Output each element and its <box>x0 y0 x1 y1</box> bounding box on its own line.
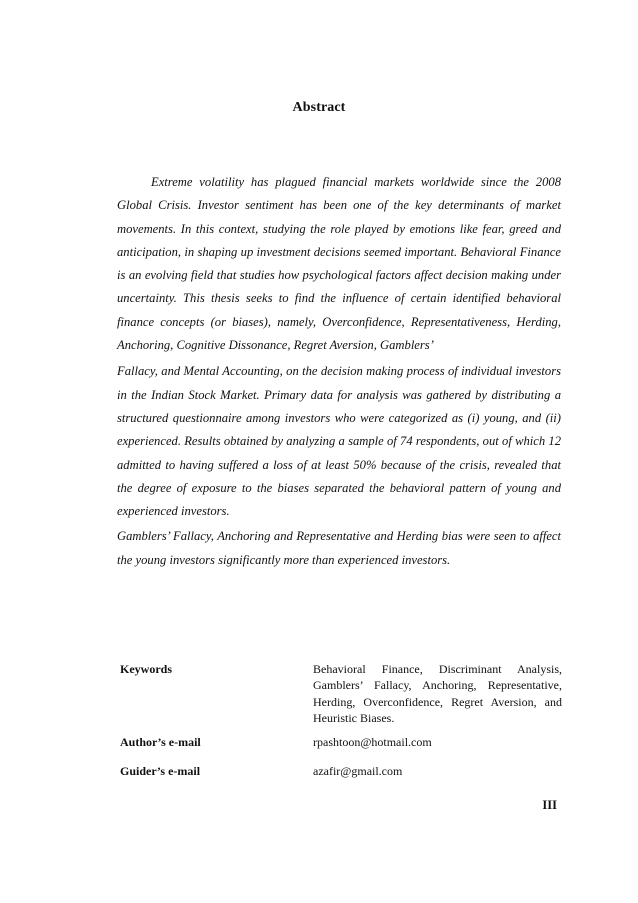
guider-email-value: azafir@gmail.com <box>313 764 403 778</box>
keywords-value: Behavioral Finance, Discriminant Analysis, Gamblers’ Fallacy, Anchoring, Representative, Herding, Overconfidence, Regret Aversion, and Heuristic Biases. <box>313 662 562 726</box>
abstract-paragraph-3: Gamblers’ Fallacy, Anchoring and Representative and Herding bias were seen to affect the young investors significantly more than experienced investors. <box>117 529 561 567</box>
keywords-row <box>120 661 562 727</box>
abstract-body <box>117 171 561 572</box>
keywords-table <box>120 661 562 778</box>
keywords-label: Keywords <box>120 662 172 676</box>
page-number: III <box>542 798 557 812</box>
author-email-label: Author’s e-mail <box>120 735 201 749</box>
guider-email-label: Guider’s e-mail <box>120 764 201 778</box>
author-email-value: rpashtoon@hotmail.com <box>313 735 432 749</box>
guider-email-row <box>120 763 562 779</box>
author-email-row <box>120 734 562 750</box>
abstract-paragraph-1: Extreme volatility has plagued financial markets worldwide since the 2008 Global Crisis. Investor sentiment has been one of the key determinants of market movements. In this context, studying the role played by emotions like fear, greed and anticipation, in shaping up investment decisions seemed important. Behavioral Finance is an evolving field that studies how psychological factors affect decision making under uncertainty. This thesis seeks to find the influence of certain identified behavioral finance concepts (or biases), namely, Overconfidence, Representativeness, Herding, Anchoring, Cognitive Dissonance, Regret Aversion, Gamblers’ <box>117 175 561 353</box>
abstract-paragraph-2: Fallacy, and Mental Accounting, on the decision making process of individual investors in the Indian Stock Market. Primary data for analysis was gathered by distributing a structured questionnaire among investors who were categorized as (i) young, and (ii) experienced. Results obtained by analyzing a sample of 74 respondents, out of which 12 admitted to having suffered a loss of at least 50% because of the crisis, revealed that the degree of exposure to the biases separated the behavioral pattern of young and experienced investors. <box>117 364 561 519</box>
abstract-title: Abstract <box>292 100 346 115</box>
